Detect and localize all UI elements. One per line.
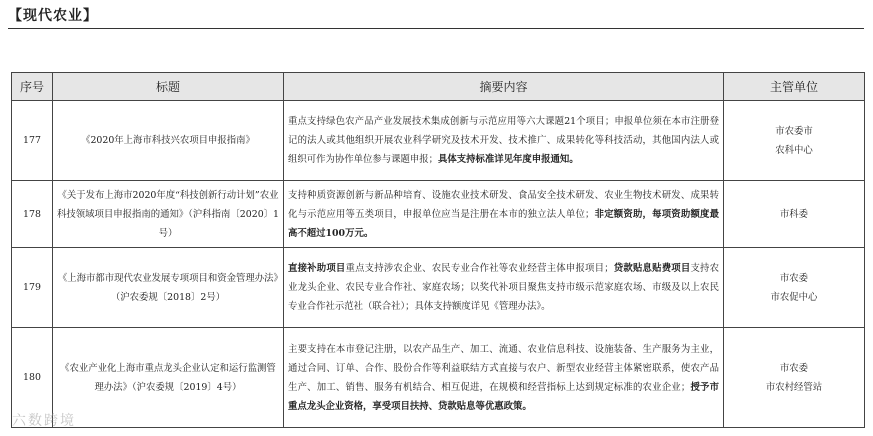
summary-text: 主要支持在本市登记注册，以农产品生产、加工、流通、农业信息科技、设施装备、生产服务为主业，通过合同、订单、合作、股份合作等利益联结方式直接与农户、新型农业经营主体紧密联系，使农产品生产、加工、销售、服务有机结合、相互促进，在规模和经营指标上达到规定标准的农业企业；	[288, 343, 719, 393]
dept-line: 市农村经管站	[765, 381, 823, 393]
row-title: 《关于发布上海市2020年度“科技创新行动计划”农业科技领域项目申报指南的通知》（沪科指南〔2020〕1号）	[53, 181, 284, 248]
dept-line: 市农促中心	[770, 291, 818, 303]
table-header-row	[12, 73, 865, 101]
row-dept	[724, 181, 865, 248]
row-title: 《农业产业化上海市重点龙头企业认定和运行监测管理办法》（沪农委规〔2019〕4号）	[53, 328, 284, 428]
header-summary: 摘要内容	[284, 73, 724, 101]
dept-line: 市科委	[779, 208, 809, 220]
row-summary	[284, 328, 724, 428]
row-dept	[724, 248, 865, 328]
table-row	[12, 101, 865, 181]
header-num: 序号	[12, 73, 53, 101]
summary-bold: 贷款贴息贴费项目	[613, 263, 691, 274]
header-title: 标题	[53, 73, 284, 101]
summary-bold: 非定额资助，每项资助额度最高不超过100万元。	[288, 208, 719, 239]
row-num: 177	[12, 101, 53, 181]
row-dept	[724, 101, 865, 181]
policy-table	[11, 72, 865, 428]
watermark-logo: 六数跨境	[12, 413, 76, 429]
table-row	[12, 181, 865, 248]
summary-bold: 授予市重点龙头企业资格，享受项目扶持、贷款贴息等优惠政策。	[288, 381, 719, 412]
row-num: 178	[12, 181, 53, 248]
table-row	[12, 248, 865, 328]
summary-text: 重点支持涉农企业、农民专业合作社等农业经营主体申报项目；	[345, 263, 614, 274]
title-divider	[8, 28, 864, 29]
section-title: 【现代农业】	[8, 8, 98, 24]
table-row	[12, 328, 865, 428]
row-summary	[284, 181, 724, 248]
row-summary	[284, 101, 724, 181]
dept-line: 市农委	[779, 362, 809, 374]
summary-text: 支持农业龙头企业、农民专业合作社、家庭农场；以奖代补项目聚焦支持市级示范家庭农场、市级及以上农民专业合作社示范社（联合社）；具体支持额度详见《管理办法》。	[288, 263, 719, 312]
summary-text: 重点支持绿色农产品产业发展技术集成创新与示范应用等六大课题21个项目；申报单位须在本市注册登记的法人或其他组织开展农业科学研究及技术开发、技术推广、成果转化等科技活动，其他国内法人或组织可作为协作单位参与课题申报；	[288, 116, 719, 165]
summary-bold: 直接补助项目	[288, 263, 346, 274]
row-title: 《2020年上海市科技兴农项目申报指南》	[53, 101, 284, 181]
row-title: 《上海市都市现代农业发展专项项目和资金管理办法》（沪农委规〔2018〕2号）	[53, 248, 284, 328]
dept-line: 农科中心	[775, 144, 813, 156]
dept-line: 市农委	[779, 272, 809, 284]
summary-bold: 具体支持标准详见年度申报通知。	[438, 154, 579, 165]
row-summary	[284, 248, 724, 328]
row-num: 179	[12, 248, 53, 328]
row-num: 180	[12, 328, 53, 428]
header-dept: 主管单位	[724, 73, 865, 101]
row-dept	[724, 328, 865, 428]
dept-line: 市农委市	[775, 125, 813, 137]
summary-text: 支持种质资源创新与新品种培育、设施农业技术研发、食品安全技术研发、农业生物技术研发、成果转化与示范应用等五类项目，申报单位应当是注册在本市的独立法人单位；	[288, 189, 719, 220]
